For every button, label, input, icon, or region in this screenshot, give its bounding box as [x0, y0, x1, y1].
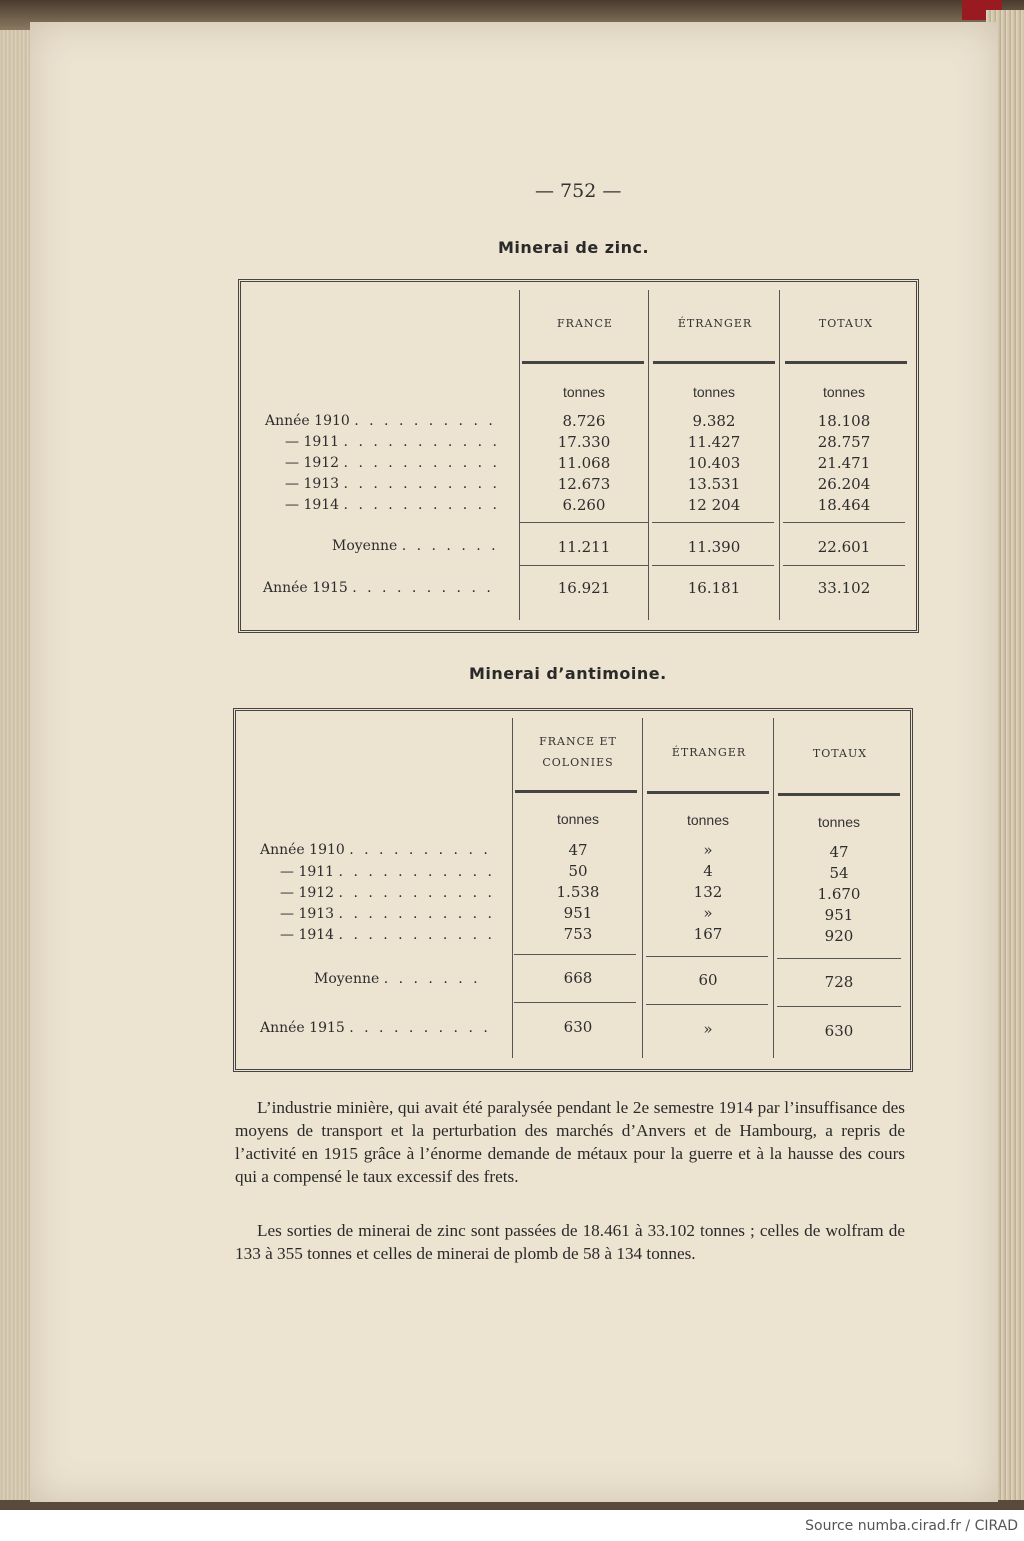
- zinc-average-label: Moyenne . . . . . . .: [332, 538, 499, 554]
- antimony-row-label: Année 1910 . . . . . . . . . .: [260, 842, 491, 858]
- zinc-cell-etranger: 13.531: [687, 475, 741, 493]
- antimony-cell-france: 1.538: [556, 883, 600, 901]
- antimony-rule: [514, 954, 636, 955]
- zinc-header-rule: [522, 361, 644, 364]
- antimony-rule: [777, 1006, 901, 1007]
- antimony-average-label: Moyenne . . . . . . .: [314, 971, 481, 987]
- antimony-average-etranger: 60: [698, 971, 718, 989]
- antimony-1915-totaux: 630: [824, 1022, 854, 1040]
- antimony-1915-label: Année 1915 . . . . . . . . . .: [260, 1020, 491, 1036]
- antimony-cell-etranger: »: [703, 904, 713, 922]
- zinc-cell-totaux: 18.108: [817, 412, 871, 430]
- antimony-1915-france: 630: [563, 1018, 593, 1036]
- zinc-col-divider: [648, 290, 649, 620]
- antimony-table-title: Minerai d’antimoine.: [469, 664, 667, 683]
- antimony-cell-totaux: 54: [829, 864, 849, 882]
- antimony-header-rule: [778, 793, 900, 796]
- antimony-cell-totaux: 920: [824, 927, 854, 945]
- antimony-rule: [514, 1002, 636, 1003]
- zinc-1915-etranger: 16.181: [687, 579, 741, 597]
- zinc-cell-france: 11.068: [557, 454, 611, 472]
- zinc-unit: tonnes: [562, 384, 606, 400]
- zinc-header-rule: [785, 361, 907, 364]
- antimony-rule: [646, 956, 768, 957]
- antimony-col-divider: [642, 718, 643, 1058]
- zinc-unit: tonnes: [822, 384, 866, 400]
- antimony-unit: tonnes: [556, 811, 600, 827]
- zinc-cell-totaux: 26.204: [817, 475, 871, 493]
- source-credit: Source numba.cirad.fr / CIRAD: [805, 1518, 1018, 1534]
- zinc-cell-totaux: 28.757: [817, 433, 871, 451]
- antimony-row-label: — 1912 . . . . . . . . . . .: [280, 885, 496, 901]
- antimony-col-divider: [773, 718, 774, 1058]
- zinc-row-label: — 1914 . . . . . . . . . . .: [285, 497, 501, 513]
- zinc-row-label: — 1911 . . . . . . . . . . .: [285, 434, 501, 450]
- zinc-cell-totaux: 18.464: [817, 496, 871, 514]
- zinc-cell-france: 6.260: [562, 496, 606, 514]
- antimony-cell-etranger: »: [703, 841, 713, 859]
- antimony-cell-etranger: 167: [693, 925, 723, 943]
- zinc-1915-label: Année 1915 . . . . . . . . . .: [263, 580, 494, 596]
- zinc-row-label: — 1912 . . . . . . . . . . .: [285, 455, 501, 471]
- zinc-cell-france: 12.673: [557, 475, 611, 493]
- zinc-average-etranger: 11.390: [687, 538, 741, 556]
- zinc-average-france: 11.211: [557, 538, 611, 556]
- zinc-rule: [652, 522, 774, 523]
- antimony-header-rule: [515, 790, 637, 793]
- antimony-cell-totaux: 1.670: [817, 885, 861, 903]
- antimony-col-divider: [512, 718, 513, 1058]
- zinc-cell-etranger: 10.403: [687, 454, 741, 472]
- antimony-unit: tonnes: [817, 814, 861, 830]
- antimony-average-france: 668: [563, 969, 593, 987]
- zinc-cell-france: 8.726: [562, 412, 606, 430]
- antimony-cell-totaux: 951: [824, 906, 854, 924]
- antimony-cell-france: 47: [568, 841, 588, 859]
- antimony-cell-france: 951: [563, 904, 593, 922]
- antimony-row-label: — 1913 . . . . . . . . . . .: [280, 906, 496, 922]
- antimony-header-etranger: ÉTRANGER: [671, 746, 747, 759]
- zinc-table-title: Minerai de zinc.: [498, 238, 650, 257]
- zinc-average-totaux: 22.601: [817, 538, 871, 556]
- zinc-rule: [520, 565, 648, 566]
- zinc-header-etranger: ÉTRANGER: [677, 317, 753, 330]
- zinc-cell-etranger: 11.427: [687, 433, 741, 451]
- zinc-rule: [520, 522, 648, 523]
- antimony-row-label: — 1911 . . . . . . . . . . .: [280, 864, 496, 880]
- zinc-cell-etranger: 12 204: [687, 496, 741, 514]
- antimony-cell-france: 753: [563, 925, 593, 943]
- zinc-row-label: — 1913 . . . . . . . . . . .: [285, 476, 501, 492]
- body-paragraph-2: Les sorties de minerai de zinc sont passées de 18.461 à 33.102 tonnes ; celles de wolfram de 133 à 355 tonnes et celles de minerai de plomb de 58 à 134 tonnes.: [235, 1221, 905, 1263]
- zinc-rule: [652, 565, 774, 566]
- antimony-unit: tonnes: [686, 812, 730, 828]
- zinc-rule: [783, 565, 905, 566]
- body-paragraph-1: L’industrie minière, qui avait été paralysée pendant le 2e semestre 1914 par l’insuffisance des moyens de transport et la perturbation des marchés d’Anvers et de Hambourg, a repris de l’activité en 1915 grâce à l’énorme demande de métaux pour la guerre et à la hausse des cours qui a compensé le taux excessif des frets.: [235, 1098, 905, 1186]
- zinc-cell-etranger: 9.382: [692, 412, 736, 430]
- zinc-row-label: Année 1910 . . . . . . . . . .: [265, 413, 496, 429]
- antimony-row-label: — 1914 . . . . . . . . . . .: [280, 927, 496, 943]
- zinc-1915-france: 16.921: [557, 579, 611, 597]
- antimony-rule: [646, 1004, 768, 1005]
- zinc-rule: [783, 522, 905, 523]
- antimony-header-france: FRANCE ET COLONIES: [539, 735, 617, 769]
- zinc-header-france: FRANCE: [557, 317, 613, 330]
- antimony-cell-totaux: 47: [829, 843, 849, 861]
- zinc-cell-france: 17.330: [557, 433, 611, 451]
- page-number: — 752 —: [535, 180, 622, 202]
- antimony-cell-france: 50: [568, 862, 588, 880]
- zinc-1915-totaux: 33.102: [817, 579, 871, 597]
- antimony-header-rule: [647, 791, 769, 794]
- zinc-unit: tonnes: [692, 384, 736, 400]
- antimony-cell-etranger: 132: [693, 883, 723, 901]
- antimony-rule: [777, 958, 901, 959]
- antimony-cell-etranger: 4: [703, 862, 713, 880]
- zinc-header-totaux: TOTAUX: [818, 317, 874, 330]
- antimony-1915-etranger: »: [703, 1020, 713, 1038]
- antimony-header-totaux: TOTAUX: [812, 747, 868, 760]
- zinc-cell-totaux: 21.471: [817, 454, 871, 472]
- antimony-average-totaux: 728: [824, 973, 854, 991]
- zinc-header-rule: [653, 361, 775, 364]
